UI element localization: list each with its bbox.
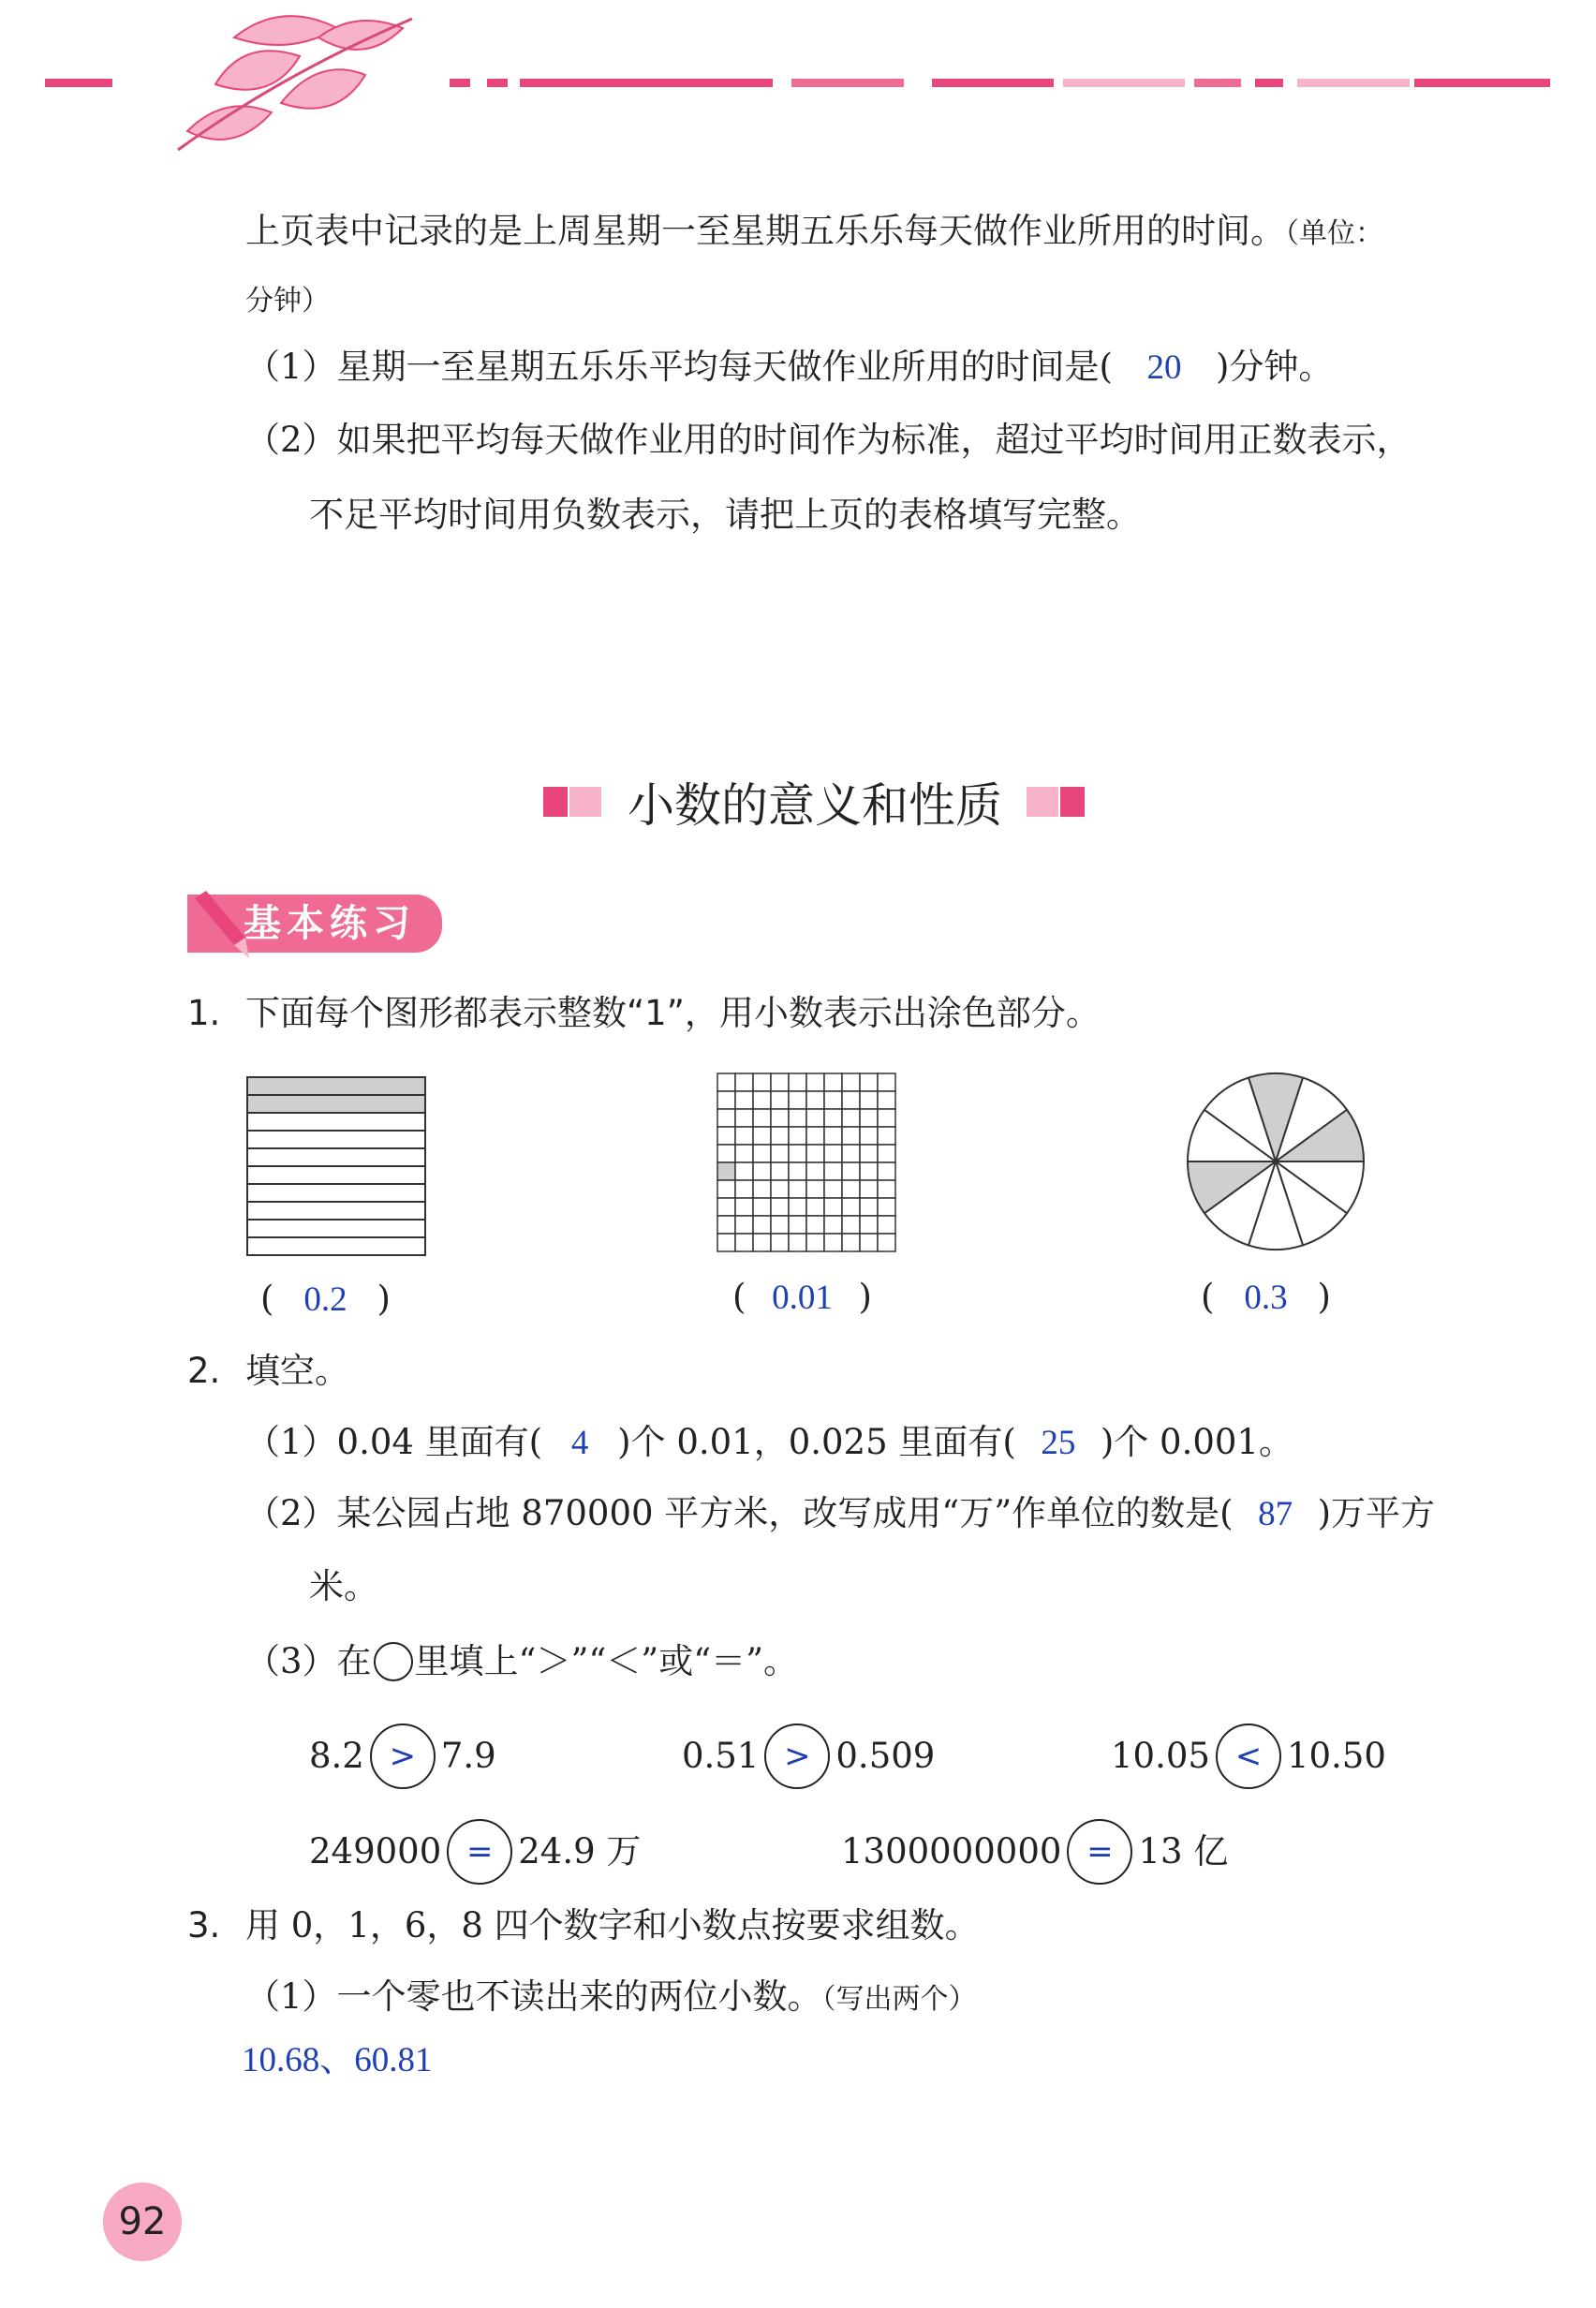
grid-cell	[806, 1109, 824, 1127]
grid-cell	[789, 1109, 806, 1127]
grid-cell	[842, 1216, 860, 1234]
section-heading	[543, 768, 1086, 836]
grid-cell	[771, 1091, 789, 1109]
q2-number: 2.	[187, 1351, 221, 1391]
grid-cell	[878, 1162, 895, 1180]
q3-number: 3.	[187, 1905, 221, 1946]
grid-cell	[771, 1145, 789, 1162]
grid-cell	[824, 1073, 842, 1091]
badge-label: 基本练习	[187, 895, 442, 953]
stripe	[247, 1166, 425, 1184]
grid-cell	[789, 1234, 806, 1251]
grid-cell	[735, 1109, 753, 1127]
grid-cell	[806, 1234, 824, 1251]
grid-cell	[824, 1234, 842, 1251]
grid-cell	[753, 1216, 771, 1234]
stripe-shaded	[247, 1077, 425, 1095]
grid-cell	[860, 1234, 878, 1251]
grid-cell	[717, 1127, 735, 1145]
grid-cell	[824, 1109, 842, 1127]
comparison-2: 0.51 > 0.509	[682, 1724, 935, 1789]
grid-cell	[842, 1127, 860, 1145]
stripe-shaded	[247, 1095, 425, 1113]
stripe	[247, 1113, 425, 1131]
empty-circle-icon	[374, 1642, 413, 1681]
comparison-5: 1300000000 = 13 亿	[841, 1819, 1228, 1885]
grid-cell	[789, 1073, 806, 1091]
grid-cell	[806, 1145, 824, 1162]
grid-cell	[753, 1234, 771, 1251]
grid-cell	[860, 1145, 878, 1162]
stripe	[247, 1131, 425, 1148]
stripe	[247, 1184, 425, 1202]
grid-cell	[735, 1180, 753, 1198]
grid-cell	[842, 1073, 860, 1091]
grid-cell	[717, 1234, 735, 1251]
grid-cell	[717, 1073, 735, 1091]
q1-answer-2: ( 0.01 )	[732, 1277, 872, 1317]
grid-cell	[860, 1091, 878, 1109]
stripe	[247, 1148, 425, 1166]
grid-cell	[789, 1145, 806, 1162]
stripe	[247, 1220, 425, 1237]
grid-cell	[735, 1216, 753, 1234]
header-decoration	[0, 0, 1596, 169]
intro-q1: （1）星期一至星期五乐乐平均每天做作业所用的时间是( 20 )分钟。	[245, 347, 1334, 387]
grid-cell	[824, 1091, 842, 1109]
q2-part2-line2: 米。	[309, 1566, 378, 1606]
figure-stripes	[245, 1075, 427, 1257]
grid-cell	[824, 1145, 842, 1162]
leaf-branch-icon	[0, 0, 1596, 169]
grid-cell	[753, 1145, 771, 1162]
grid-cell	[824, 1216, 842, 1234]
figure-circle	[1184, 1070, 1367, 1253]
q3-part1-answer: 10.68、60.81	[242, 2041, 433, 2079]
grid-cell	[753, 1091, 771, 1109]
grid-cell	[789, 1198, 806, 1216]
grid-cell	[860, 1216, 878, 1234]
section-title: 小数的意义和性质	[628, 778, 1002, 833]
grid-cell	[771, 1198, 789, 1216]
intro-q2-line1: （2）如果把平均每天做作业用的时间作为标准，超过平均时间用正数表示，	[245, 420, 1411, 460]
grid-cell	[842, 1180, 860, 1198]
grid-cell	[806, 1091, 824, 1109]
grid-cell	[717, 1198, 735, 1216]
q3-text: 用 0，1，6，8 四个数字和小数点按要求组数。	[245, 1905, 980, 1946]
grid-cell	[878, 1109, 895, 1127]
grid-cell	[735, 1198, 753, 1216]
grid-cell	[735, 1091, 753, 1109]
grid-cell	[842, 1145, 860, 1162]
q1-answer-1: ( 0.2 )	[260, 1279, 391, 1319]
grid-cell	[717, 1091, 735, 1109]
grid-cell	[842, 1162, 860, 1180]
intro-unit-note: 分钟）	[245, 285, 330, 318]
grid-cell	[860, 1180, 878, 1198]
practice-badge	[187, 895, 442, 953]
grid-cell	[771, 1162, 789, 1180]
grid-cell	[735, 1234, 753, 1251]
title-left-marker-icon	[543, 785, 603, 819]
grid-cell	[717, 1145, 735, 1162]
grid-cell	[824, 1127, 842, 1145]
stripe	[247, 1202, 425, 1220]
grid-cell	[717, 1180, 735, 1198]
grid-cell	[771, 1216, 789, 1234]
comparison-sign: =	[447, 1819, 512, 1885]
grid-cell	[806, 1180, 824, 1198]
grid-cell	[717, 1109, 735, 1127]
comparison-3: 10.05 < 10.50	[1111, 1724, 1386, 1789]
grid-cell	[735, 1145, 753, 1162]
grid-cell	[789, 1180, 806, 1198]
grid-cell	[771, 1180, 789, 1198]
grid-cell	[753, 1127, 771, 1145]
grid-cell	[771, 1073, 789, 1091]
q2-title: 填空。	[245, 1351, 349, 1391]
grid-cell	[860, 1162, 878, 1180]
grid-cell	[753, 1073, 771, 1091]
q3-part1: （1）一个零也不读出来的两位小数。（写出两个）	[245, 1976, 977, 2017]
q1-text: 下面每个图形都表示整数“1”，用小数表示出涂色部分。	[245, 993, 1101, 1033]
q2-part3: （3）在 里填上“＞”“＜”或“＝”。	[245, 1641, 799, 1681]
grid-cell	[878, 1091, 895, 1109]
comparison-1: 8.2 > 7.9	[309, 1724, 496, 1789]
grid-cell	[771, 1127, 789, 1145]
grid-cell	[842, 1091, 860, 1109]
comparison-4: 249000 = 24.9 万	[309, 1819, 641, 1885]
stripe	[247, 1237, 425, 1255]
grid-cell	[878, 1216, 895, 1234]
intro-q2-line2: 不足平均时间用负数表示，请把上页的表格填写完整。	[309, 495, 1141, 535]
comparison-sign: <	[1216, 1724, 1281, 1789]
grid-cell	[878, 1180, 895, 1198]
grid-cell	[753, 1109, 771, 1127]
grid-cell	[878, 1073, 895, 1091]
grid-cell	[771, 1109, 789, 1127]
grid-cell	[735, 1127, 753, 1145]
grid-cell	[842, 1234, 860, 1251]
grid-cell	[842, 1109, 860, 1127]
figure-grid	[716, 1072, 897, 1253]
grid-cell	[878, 1198, 895, 1216]
comparison-sign: >	[764, 1724, 830, 1789]
title-right-marker-icon	[1027, 785, 1086, 819]
grid-cell	[806, 1073, 824, 1091]
intro-q1-answer: 20	[1146, 348, 1182, 387]
grid-cell	[878, 1145, 895, 1162]
q2-part2: （2）某公园占地 870000 平方米，改写成用“万”作单位的数是( 87 )万平方	[245, 1493, 1436, 1533]
grid-cell	[824, 1198, 842, 1216]
pencil-icon	[187, 889, 253, 964]
grid-cell	[771, 1234, 789, 1251]
grid-cell	[860, 1198, 878, 1216]
grid-cell	[860, 1073, 878, 1091]
q1-answer-3: ( 0.3 )	[1201, 1277, 1331, 1317]
grid-cell	[806, 1127, 824, 1145]
grid-cell	[842, 1198, 860, 1216]
grid-cell	[735, 1162, 753, 1180]
grid-cell	[806, 1216, 824, 1234]
grid-cell	[753, 1198, 771, 1216]
grid-cell	[878, 1234, 895, 1251]
grid-cell	[789, 1127, 806, 1145]
grid-cell	[753, 1180, 771, 1198]
grid-cell-shaded	[717, 1162, 735, 1180]
grid-cell	[717, 1216, 735, 1234]
comparison-sign: =	[1067, 1819, 1132, 1885]
grid-cell	[753, 1162, 771, 1180]
grid-cell	[789, 1216, 806, 1234]
page-number: 92	[103, 2182, 182, 2261]
grid-cell	[789, 1162, 806, 1180]
grid-cell	[735, 1073, 753, 1091]
grid-cell	[789, 1091, 806, 1109]
intro-line1: 上页表中记录的是上周星期一至星期五乐乐每天做作业所用的时间。（单位：	[245, 211, 1383, 251]
comparison-sign: >	[370, 1724, 436, 1789]
grid-cell	[878, 1127, 895, 1145]
q1-number: 1.	[187, 993, 221, 1033]
grid-cell	[824, 1162, 842, 1180]
grid-cell	[824, 1180, 842, 1198]
q2-part1: （1）0.04 里面有( 4 )个 0.01，0.025 里面有( 25 )个 0.001。	[245, 1422, 1293, 1462]
grid-cell	[806, 1198, 824, 1216]
grid-cell	[806, 1162, 824, 1180]
grid-cell	[860, 1109, 878, 1127]
grid-cell	[860, 1127, 878, 1145]
